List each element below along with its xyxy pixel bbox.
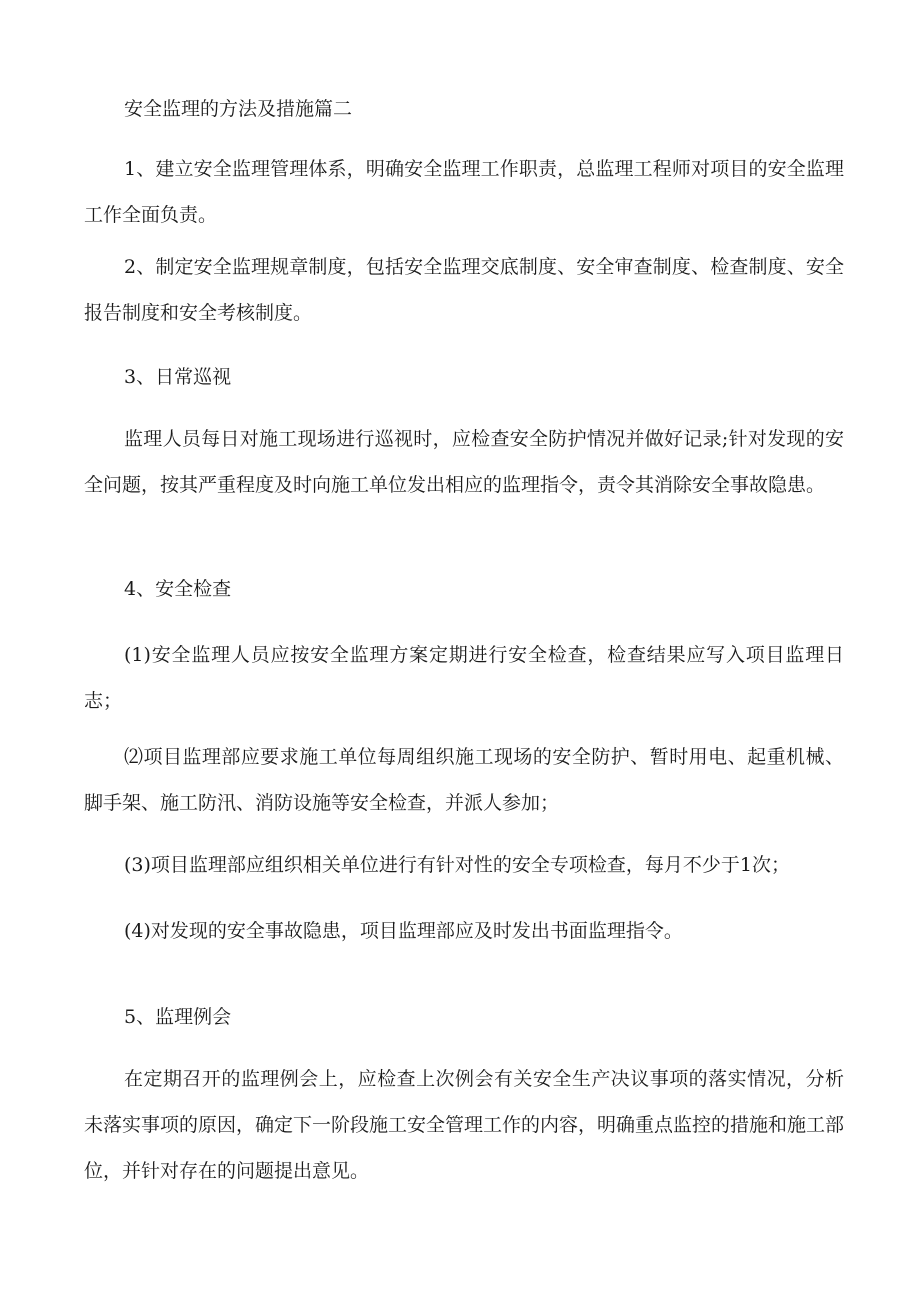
section-heading-3: 3、日常巡视 bbox=[124, 366, 232, 388]
document-title: 安全监理的方法及措施篇二 bbox=[124, 98, 353, 120]
section-heading-5: 5、监理例会 bbox=[124, 1006, 232, 1028]
section-heading-4: 4、安全检查 bbox=[124, 578, 232, 600]
paragraph-2: 2、制定安全监理规章制度，包括安全监理交底制度、安全审查制度、检查制度、安全报告制度和安全考核制度。 bbox=[84, 256, 844, 324]
paragraph-4-3: (3)项目监理部应组织相关单位进行有针对性的安全专项检查，每月不少于1次； bbox=[124, 854, 791, 876]
paragraph-1: 1、建立安全监理管理体系，明确安全监理工作职责，总监理工程师对项目的安全监理工作全面负责。 bbox=[84, 158, 844, 226]
paragraph-5: 在定期召开的监理例会上，应检查上次例会有关安全生产决议事项的落实情况，分析未落实事项的原因，确定下一阶段施工安全管理工作的内容，明确重点监控的措施和施工部位，并针对存在的问题提出意见。 bbox=[84, 1068, 845, 1182]
paragraph-4-1: (1)安全监理人员应按安全监理方案定期进行安全检查，检查结果应写入项目监理日志； bbox=[84, 644, 844, 712]
paragraph-3: 监理人员每日对施工现场进行巡视时，应检查安全防护情况并做好记录;针对发现的安全问题，按其严重程度及时向施工单位发出相应的监理指令，责令其消除安全事故隐患。 bbox=[84, 428, 844, 496]
paragraph-4-2: ⑵项目监理部应要求施工单位每周组织施工现场的安全防护、暂时用电、起重机械、脚手架、施工防汛、消防设施等安全检查，并派人参加； bbox=[84, 746, 844, 814]
paragraph-4-4: (4)对发现的安全事故隐患，项目监理部应及时发出书面监理指令。 bbox=[124, 920, 683, 942]
